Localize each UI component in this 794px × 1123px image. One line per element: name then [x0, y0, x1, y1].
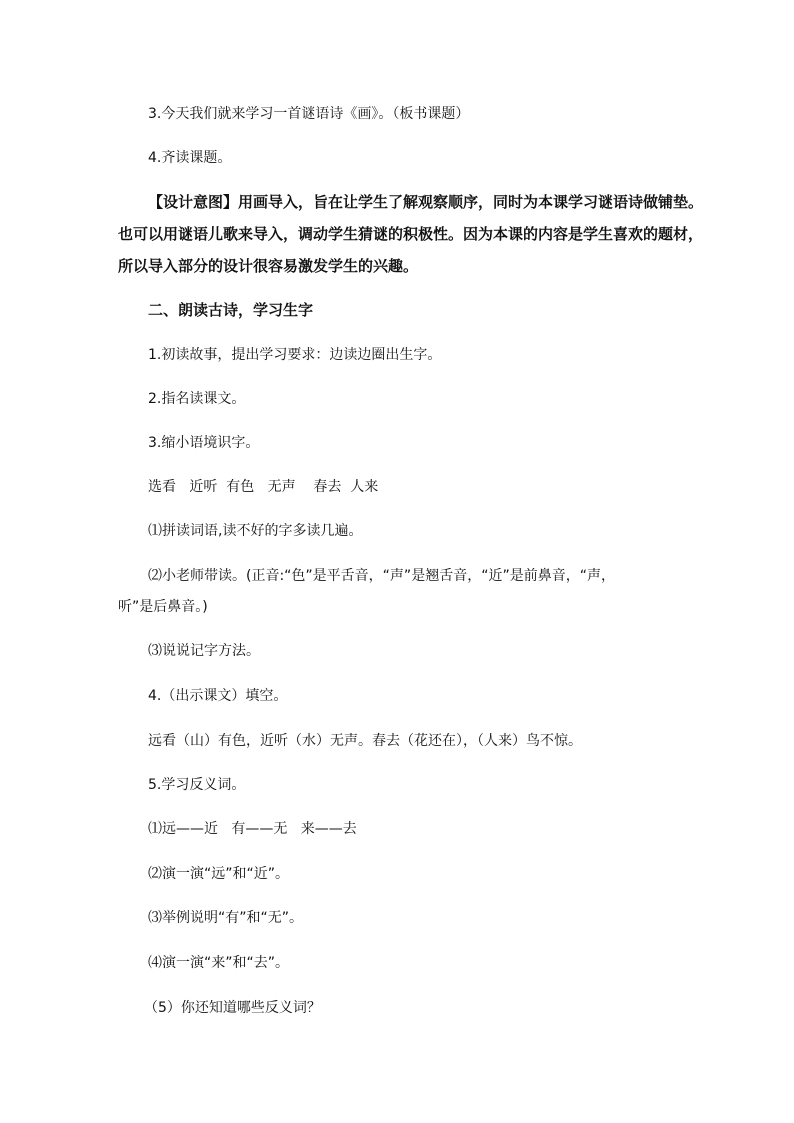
vocabulary-words: 选看 近听 有色 无声 春去 人来 — [148, 479, 379, 495]
substep-other-antonyms: （5）你还知道哪些反义词？ — [144, 1000, 321, 1016]
step-antonyms: 5.学习反义词。 — [148, 777, 246, 793]
substep-have-none: ⑶举例说明“有”和“无”。 — [148, 910, 304, 926]
step-context-literacy: 3.缩小语境识字。 — [148, 435, 260, 451]
substep-little-teacher-line-2: 听”是后鼻音。) — [118, 599, 208, 615]
substep-memory-methods: ⑶说说记字方法。 — [148, 643, 260, 659]
substep-act-come-go: ⑷演一演“来”和“去”。 — [148, 955, 290, 971]
substep-act-far-near: ⑵演一演“远”和“近”。 — [148, 866, 290, 882]
step-first-reading: 1.初读故事，提出学习要求：边读边圈出生字。 — [148, 347, 442, 363]
antonym-pairs: ⑴远——近 有——无 来——去 — [148, 821, 357, 837]
line-read-title: 4.齐读课题。 — [148, 150, 232, 166]
step-read-by-name: 2.指名读课文。 — [148, 391, 246, 407]
line-lesson-topic: 3.今天我们就来学习一首谜语诗《画》。（板书课题） — [148, 106, 470, 122]
step-fill-blanks: 4.（出示课文）填空。 — [148, 688, 288, 704]
design-intent-line-1: 【设计意图】用画导入，旨在让学生了解观察顺序，同时为本课学习谜语诗做铺垫。 — [148, 193, 704, 211]
poem-fill-answer: 远看（山）有色，近听（水）无声。春去（花还在），（人来）鸟不惊。 — [148, 733, 582, 749]
section-heading-read-poem: 二、朗读古诗，学习生字 — [148, 301, 314, 319]
design-intent-line-2: 也可以用谜语儿歌来导入，调动学生猜谜的积极性。因为本课的内容是学生喜欢的题材， — [118, 225, 704, 243]
substep-little-teacher-line-1: ⑵小老师带读。(正音:“色”是平舌音，“声”是翘舌音，“近”是前鼻音，“声， — [148, 568, 615, 584]
design-intent-line-3: 所以导入部分的设计很容易激发学生的兴趣。 — [118, 257, 419, 275]
substep-spell-words: ⑴拼读词语,读不好的字多读几遍。 — [148, 523, 363, 539]
